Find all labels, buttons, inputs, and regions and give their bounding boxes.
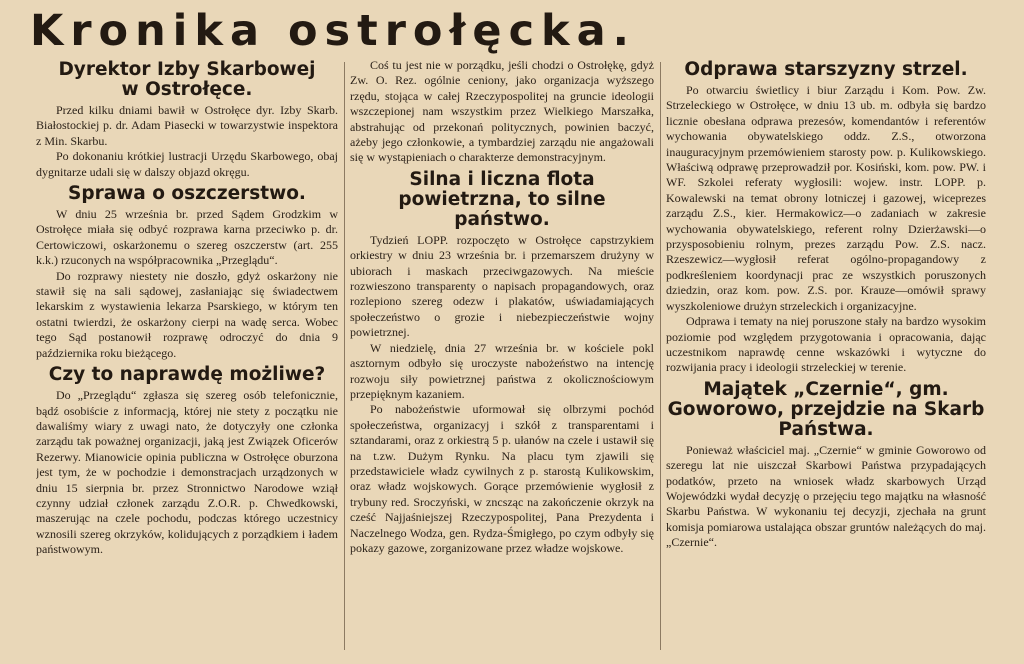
- page-masthead: Kronika ostrołęcka.: [30, 6, 636, 56]
- headline-line: Majątek „Czernie“, gm. Goworowo, przejdzie na Skarb Państwa.: [667, 378, 985, 440]
- article-paragraph: Po nabożeństwie uformował się olbrzymi pochód społeczeństwa, organizacyj i szkół z transparentami i sztandarami, oraz z orkiestrą 5 p. ułanów na czele i ustawił się na t.zw. Dużym Rynku. Na placu tym zjawili się przedstawiciele władz cywilnych z p. starostą Kulikowskim, oraz władz wojskowych. Gorące przemówienie wygłosił z trybuny red. Sroczyński, w zncsząc na zakończenie okrzyk na cześć Najjaśniejszej Rzeczypospolitej, Pana Prezydenta i Naczelnego Wodza, gen. Rydza-Śmigłego, po czym odbyły się pokazy gazowe, zorganizowane przez władze wojskowe.: [350, 402, 654, 555]
- article-paragraph: Odprawa i tematy na niej poruszone stały na bardzo wysokim poziomie pod względem przygotowania i opracowania, dając uczestnikom naprawdę cenne wskazówki i wytyczne do rozwijania pracy i ideologii strzeleckiej w terenie.: [666, 314, 986, 375]
- article-paragraph: Po otwarciu świetlicy i biur Zarządu i Kom. Pow. Zw. Strzeleckiego w Ostrołęce, w dniu 13 ub. m. odbyła się bardzo licznie obesłana odprawa prezesów, komendantów i referentów wychowania obywatelskiego oddz. Z.S., otworzona inauguracyjnym przemówieniem starosty pow. p. Kulikowskiego. Właściwą odprawę przeprowadził por. Kosiński, kom. pow. PW. i WF. Szkolei referaty wygłosili: wojew. instr. LOPP. p. Kowalewski na temat obrony lotniczej i gazowej, wiceprezes zarządu Z.S., kier. Hermakowicz—o zadaniach w zakresie wychowania obywatelskiego, referent rolny Dzierżawski—o przysposobieniu rolnym, prezes zarządu Pow. Z.S. nacz. Rzeszewicz—wygłosił referat ogólno-propagandowy z podkreśleniem koordynacji prac ze wszystkich poruszonych dziedzin, oraz kom. pow. Z.S. por. Krauze—omówił sprawy wyszkoleniowe drużyn strzeleckich i organizacyjne.: [666, 83, 986, 313]
- column-divider: [660, 62, 661, 650]
- article-headline: [666, 380, 986, 440]
- headline-line: Silna i liczna flota powietrzna, to silne państwo.: [398, 168, 606, 230]
- column-left: [36, 58, 338, 658]
- article: [36, 60, 338, 180]
- article-paragraph: Do rozprawy niestety nie doszło, gdyż oskarżony nie stawił się na sali sądowej, zasłaniając się świadectwem lekarskim z wystawienia lekarza Psarskiego, w którym ten ostatni twierdzi, że oskarżony cierpi na wadę serca. Wobec tego Sąd postanowił rozprawę odroczyć do dnia 9 października roku bieżącego.: [36, 268, 338, 360]
- article-headline: [666, 60, 986, 80]
- headline-line: w Ostrołęce.: [121, 79, 253, 100]
- article: [350, 170, 654, 557]
- article-headline: [350, 170, 654, 230]
- headline-line: Odprawa starszyzny strzel.: [684, 59, 968, 80]
- article-paragraph: W dniu 25 września br. przed Sądem Grodzkim w Ostrołęce miała się odbyć rozprawa karna przeciwko p. dr. Certowiczowi, oskarżonemu o szereg oszczerstw (art. 255 k.k.) rzuconych na współpracownika „Przeglądu“.: [36, 207, 338, 268]
- column-divider: [344, 62, 345, 650]
- article-headline: [36, 60, 338, 100]
- article: [350, 58, 654, 166]
- article: [666, 60, 986, 376]
- article: [666, 380, 986, 551]
- headline-line: Sprawa o oszczerstwo.: [68, 183, 306, 205]
- article: [36, 365, 338, 557]
- headline-line: Czy to naprawdę możliwe?: [48, 364, 326, 386]
- article-paragraph: Przed kilku dniami bawił w Ostrołęce dyr. Izby Skarb. Białostockiej p. dr. Adam Piasecki w towarzystwie inspektora z Min. Skarbu.: [36, 103, 338, 148]
- column-middle: [350, 58, 654, 658]
- article-paragraph: Ponieważ właściciel maj. „Czernie“ w gminie Goworowo od szeregu lat nie uiszczał Skarbowi Państwa przypadających podatków, przeto na wniosek władz skarbowych Urząd Wojewódzki wydał decyzję o przejęciu tego majątku na własność Skarbu Państwa. W wykonaniu tej decyzji, zjechała na grunt komisja pomiarowa ustalająca obszar gruntów należących do maj. „Czernie“.: [666, 442, 986, 550]
- article-paragraph: Coś tu jest nie w porządku, jeśli chodzi o Ostrołękę, gdyż Zw. O. Rez. ogólnie ceniony, jako organizacja wyższego rzędu, stojąca w całej Rzeczypospolitej na gruncie ideologii wszczepionej nam wszystkim przez Wielkiego Marszałka, abstrahując od przekonań politycznych, powinien baczyć, ażeby jego członkowie, a tymbardziej zarządu nie angażowali się w wystąpieniach o charakterze demonstracyjnym.: [350, 58, 654, 165]
- article-paragraph: Do „Przeglądu“ zgłasza się szereg osób telefonicznie, bądź osobiście z informacją, której nie stety z początku nie dawaliśmy wiary z uwagi nato, że dotyczyły one członka zarządu tak poważnej organizacji, jaką jest Związek Oficerów Rezerwy. Mianowicie opinia publiczna w Ostrołęce oburzona jest tym, że w pochodzie i demonstracjach urządzonych w dniu 15 sierpnia br. przez Stronnictwo Narodowe wziął czynny udział członek zarządu Z.O.R. p. Chwedkowski, maszerując na czele pochodu, podczas którego uczestnicy wznosili szereg okrzyków, kolidujących z porządkiem i ładem państwowym.: [36, 388, 338, 557]
- article-paragraph: W niedzielę, dnia 27 września br. w kościele pokl​asztornym odbyło się uroczyste nabożeństwo na intencję rozwoju siły powietrznej państwa z okolicznościowym przepięknym kazaniem.: [350, 340, 654, 401]
- article-headline: [36, 365, 338, 385]
- article-headline: [36, 184, 338, 204]
- article-paragraph: Po dokonaniu krótkiej lustracji Urzędu Skarbowego, obaj dygnitarze udali się w dalszy objazd okręgu.: [36, 149, 338, 179]
- column-right: [666, 58, 986, 658]
- article-paragraph: Tydzień LOPP. rozpoczęto w Ostrołęce capstrzykiem orkiestry w dniu 23 września br. i przemarszem drużyny w ubiorach i maskach przeciwgazowych. Na mieście rozwieszono transparenty o napisach propagandowych, oraz rozlepiono szereg odezw i plakatów, uświadamiających społeczeństwo o grozie i niebezpieczeństwie wojny powietrznej.: [350, 232, 654, 340]
- article: [36, 184, 338, 361]
- headline-line: Dyrektor Izby Skarbowej: [58, 59, 316, 80]
